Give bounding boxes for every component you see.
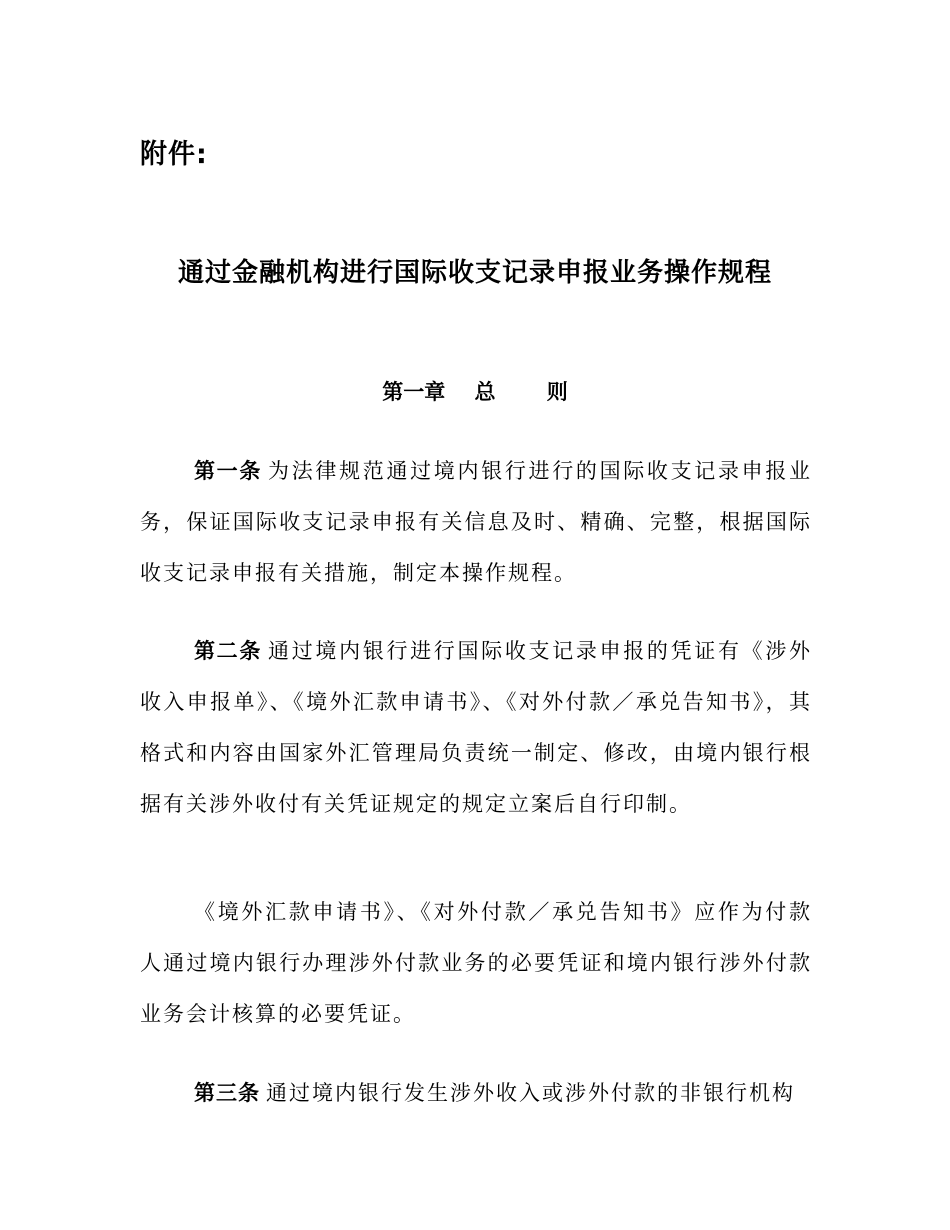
body-paragraph: [140, 887, 812, 1040]
article-text: 为法律规范通过境内银行进行的国际收支记录申报业务，保证国际收支记录申报有关信息及时、精确、完整，根据国际收支记录申报有关措施，制定本操作规程。: [140, 459, 813, 585]
article-text: 通过境内银行进行国际收支记录申报的凭证有《涉外收入申报单》、《境外汇款申请书》、《对外付款／承兑告知书》，其格式和内容由国家外汇管理局负责统一制定、修改，由境内银行根据有关涉外收付有关凭证规定的规定立案后自行印制。: [140, 639, 813, 816]
paragraph-text: 《境外汇款申请书》、《对外付款／承兑告知书》应作为付款人通过境内银行办理涉外付款业务的必要凭证和境内银行涉外付款业务会计核算的必要凭证。: [140, 900, 812, 1026]
attachment-label: 附件:: [140, 139, 208, 170]
chapter-heading: 第一章 总 则: [382, 380, 568, 404]
document-title: 通过金融机构进行国际收支记录申报业务操作规程: [177, 258, 772, 288]
article-paragraph: [140, 446, 812, 599]
article-paragraph: [140, 1068, 812, 1119]
article-text: 通过境内银行发生涉外收入或涉外付款的非银行机构: [266, 1081, 795, 1105]
article-number: 第一条: [194, 459, 263, 483]
article-number: 第三条: [194, 1081, 260, 1105]
article-number: 第二条: [194, 639, 263, 663]
article-paragraph: [140, 626, 812, 830]
